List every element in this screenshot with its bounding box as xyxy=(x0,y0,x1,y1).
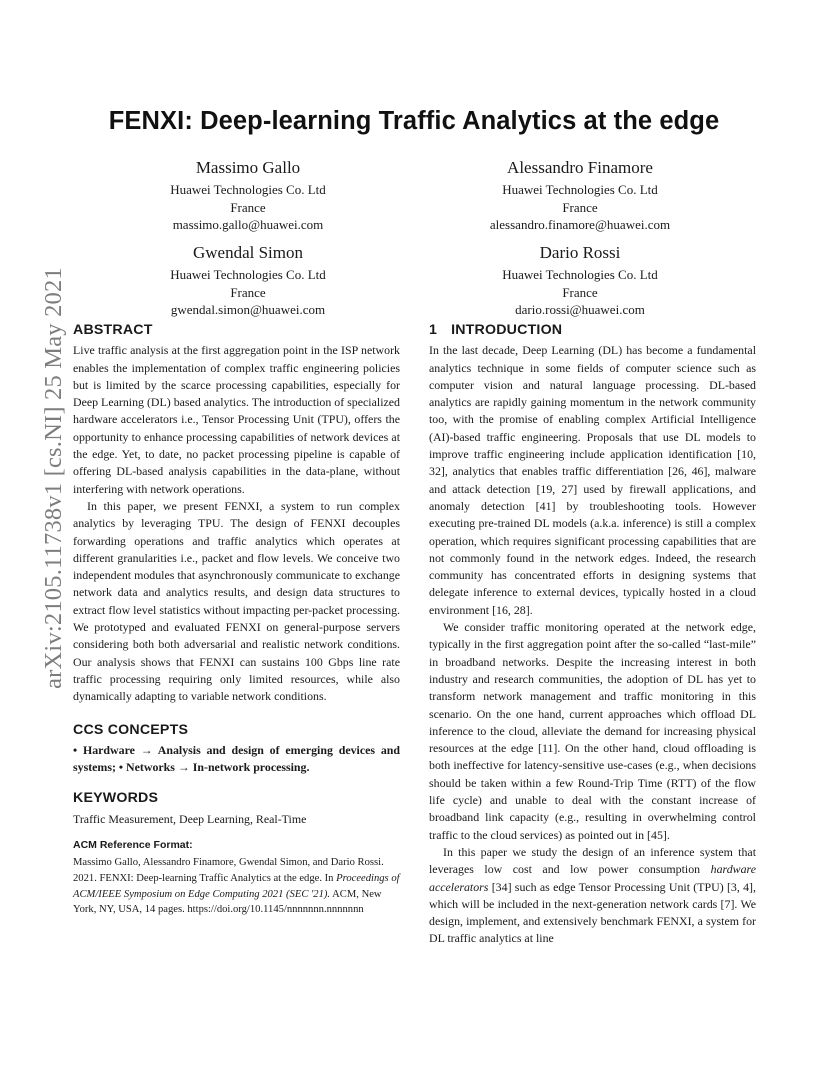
intro-paragraph-2: We consider traffic monitoring operated at the network edge, typically in the first aggregation point after the so-called “last-mile” in broadband networks. Despite the increasing interest in both industry and research communities, the adoption of DL has yet to transform network management and traffic monitoring in this scenario. On the one hand, current approaches which offload DL inference to the cloud, alleviate the demand for increasing physical resources at the edge [11]. On the other hand, cloud offloading is both ineffective for latency-sensitive use-cases (e.g., when decisions should be taken within a few Round-Trip Time (RTT) of the flow life cycle) and unable to deal with the constant increase of broadband link capacity (e.g., resulting in overwhelming control traffic to the cloud services) as pointed out in [45]. xyxy=(429,620,756,842)
reference-doi[interactable]: ACM, New York, NY, USA, 14 pages. https://doi.org/10.1145/nnnnnnn.nnnnnnn xyxy=(73,888,382,916)
author-affiliation: Huawei Technologies Co. Ltd xyxy=(502,182,658,197)
keywords-text: Traffic Measurement, Deep Learning, Real-Time xyxy=(73,811,307,826)
author-block-4 xyxy=(450,242,710,319)
intro-text: In this paper we study the design of an inference system that leverages low cost and low power consumption xyxy=(429,844,756,877)
author-country: France xyxy=(562,199,598,215)
ccs-concepts-text: • Hardware → Analysis and design of emerging devices and systems; • Networks → In-network processing. xyxy=(73,742,400,775)
author-name: Alessandro Finamore xyxy=(507,158,653,177)
author-block-1 xyxy=(118,157,378,234)
section-title: INTRODUCTION xyxy=(451,322,563,338)
author-name: Massimo Gallo xyxy=(195,158,301,177)
arxiv-identifier-stamp: arXiv:2105.11738v1 [cs.NI] 25 May 2021 xyxy=(40,267,67,689)
author-block-3 xyxy=(118,242,378,319)
author-affiliation: Huawei Technologies Co. Ltd xyxy=(170,182,326,197)
reference-venue: Proceedings of ACM/IEEE Symposium on Edge Computing 2021 (SEC '21). xyxy=(73,872,400,900)
author-affiliation: Huawei Technologies Co. Ltd xyxy=(170,267,326,282)
author-country: France xyxy=(562,284,598,300)
author-email[interactable]: dario.rossi@huawei.com xyxy=(515,302,645,317)
section-number: 1 xyxy=(429,322,438,338)
intro-paragraph-1: In the last decade, Deep Learning (DL) has become a fundamental analytics technique in some fields of computer science such as computer vision and natural language processing. DL-based analytics are rapidly gaining momentum in the network community too, with the promise of enabling complex Artificial Intelligence (AI)-based traffic engineering. Proposals that use DL models to improve traffic engineering include application identification [10, 32], analytics that enables traffic differentiation [26, 46], malware and attack detection [19, 27] used by firewall applications, and anomaly detection [41] by troubleshooting tools. However executing pre-trained DL models (a.k.a. inference) is still a complex operation, which requires significant processing capabilities that are not commonly found in the network edges. Indeed, the research community has concentrated efforts in designing systems that delegate inference to external devices, typically hosted in a cloud environment [16, 28]. xyxy=(429,343,756,617)
paper-title: FENXI: Deep-learning Traffic Analytics at the edge xyxy=(108,107,720,135)
abstract-paragraph-1: Live traffic analysis at the first aggregation point in the ISP network enables the implementation of complex traffic engineering policies but is limited by the scarce processing capabilities, especially for Deep Learning (DL) based analytics. The introduction of specialized hardware accelerators i.e., Tensor Processing Unit (TPU), offers the opportunity to enhance processing capabilities of network devices at the edge. Yet, to date, no packet processing pipeline is capable of offering DL-based analysis capabilities in the data-plane, without interfering with network operations. xyxy=(73,343,400,496)
author-name: Dario Rossi xyxy=(539,243,621,262)
intro-text: [34] such as edge Tensor Processing Unit (TPU) [3, 4], which will be included in the next-generation network cards [7]. We design, implement, and extensively benchmark FENXI, a system for DL traffic analytics at line xyxy=(429,879,756,946)
right-column xyxy=(429,322,756,948)
author-affiliation: Huawei Technologies Co. Ltd xyxy=(502,267,658,282)
author-name: Gwendal Simon xyxy=(192,243,304,262)
abstract-heading: ABSTRACT xyxy=(73,322,153,338)
author-country: France xyxy=(230,284,266,300)
reference-format-body xyxy=(73,855,400,917)
reference-text: Massimo Gallo, Alessandro Finamore, Gwendal Simon, and Dario Rossi. 2021. FENXI: Deep-learning Traffic Analytics at the edge. In xyxy=(73,857,384,884)
keywords-heading: KEYWORDS xyxy=(73,790,159,807)
reference-format-heading: ACM Reference Format: xyxy=(73,839,193,852)
left-column xyxy=(73,322,400,918)
intro-emphasis: hardware accelerators xyxy=(429,862,756,894)
author-email[interactable]: massimo.gallo@huawei.com xyxy=(172,217,324,232)
author-email[interactable]: alessandro.finamore@huawei.com xyxy=(489,217,671,232)
introduction-heading xyxy=(429,322,756,339)
reference-format xyxy=(73,837,400,918)
ccs-heading: CCS CONCEPTS xyxy=(73,721,189,738)
intro-paragraph-3 xyxy=(429,844,756,948)
author-email[interactable]: gwendal.simon@huawei.com xyxy=(170,302,326,317)
author-block-2 xyxy=(450,157,710,234)
author-country: France xyxy=(230,199,266,215)
abstract-paragraph-2: In this paper, we present FENXI, a system to run complex analytics by leveraging TPU. The design of FENXI decouples forwarding operations and traffic analytics which operates at different granularities i.e., packet and flow levels. We conceive two independent modules that asynchronously communicate to exchange network data and analytics results, and design data structures to extract flow level statistics without impacting per-packet processing. We prototyped and evaluated FENXI on general-purpose servers considering both both adversarial and realistic network conditions. Our analysis shows that FENXI can sustains 100 Gbps line rate traffic processing requiring only limited resources, while also dynamically adapting to variable network conditions. xyxy=(73,498,400,704)
